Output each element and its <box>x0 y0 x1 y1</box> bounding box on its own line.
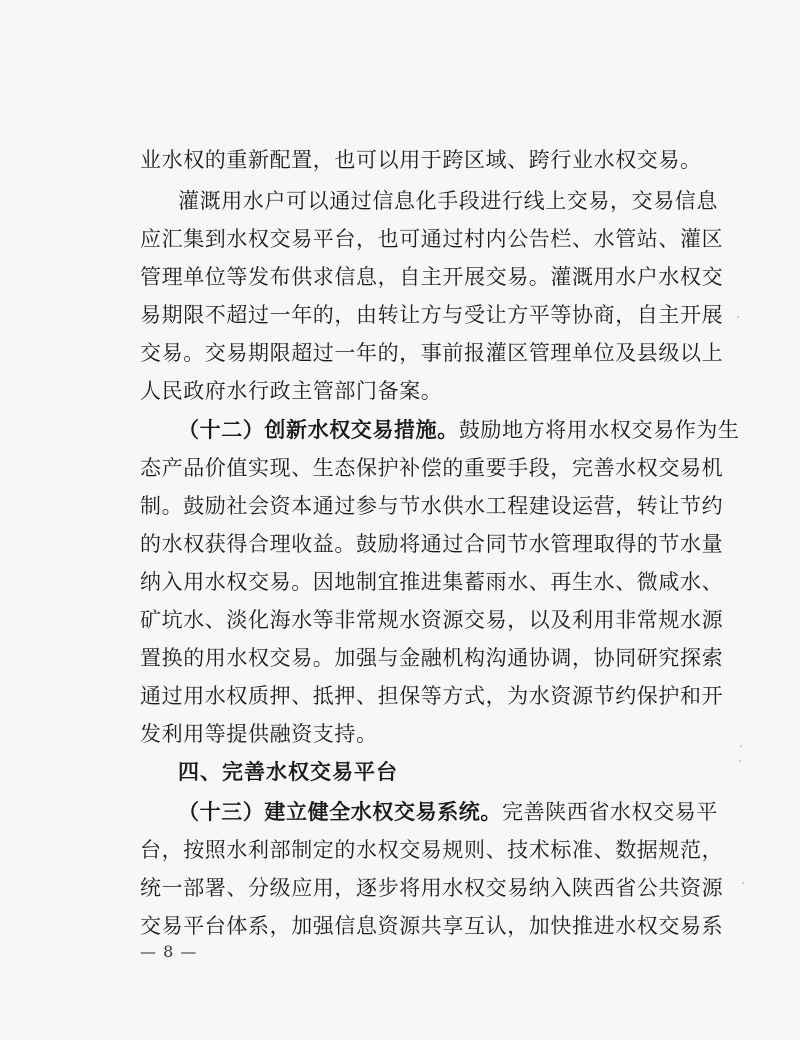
paragraph-line: 态产品价值实现、生态保护补偿的重要手段，完善水权交易机 <box>140 456 724 480</box>
paragraph-line: 管理单位等发布供求信息，自主开展交易。灌溉用水户水权交 <box>140 265 724 289</box>
paragraph-line: 交易。交易期限超过一年的，事前报灌区管理单位及县级以上 <box>140 341 724 365</box>
section-heading: 四、完善水权交易平台 <box>178 760 398 784</box>
scan-speck <box>739 760 741 762</box>
paragraph-line: 交易平台体系，加强信息资源共享互认，加快推进水权交易系 <box>140 914 724 938</box>
paragraph-line: 制。鼓励社会资本通过参与节水供水工程建设运营，转让节约 <box>140 494 724 518</box>
paragraph-line: 统一部署、分级应用，逐步将用水权交易纳入陕西省公共资源 <box>140 876 724 900</box>
paragraph-line <box>178 415 740 445</box>
paragraph-line: 人民政府水行政主管部门备案。 <box>140 379 443 403</box>
paragraph-line: 通过用水权质押、抵押、担保等方式，为水资源节约保护和开 <box>140 684 724 708</box>
paragraph-line: 灌溉用水户可以通过信息化手段进行线上交易，交易信息 <box>178 189 718 213</box>
paragraph-line: 置换的用水权交易。加强与金融机构沟通协调，协同研究探索 <box>140 646 724 670</box>
paragraph-line: 应汇集到水权交易平台，也可通过村内公告栏、水管站、灌区 <box>140 227 724 251</box>
paragraph-line: 的水权获得合理收益。鼓励将通过合同节水管理取得的节水量 <box>140 532 724 556</box>
scan-speck <box>742 882 744 884</box>
paragraph-line: 业水权的重新配置，也可以用于跨区域、跨行业水权交易。 <box>140 148 702 172</box>
clause-text: 完善陕西省水权交易平 <box>502 800 718 824</box>
paragraph-line <box>178 797 718 827</box>
paragraph-line: 台，按照水利部制定的水权交易规则、技术标准、数据规范， <box>140 838 724 862</box>
clause-title: （十三）建立健全水权交易系统。 <box>178 799 502 824</box>
paragraph-line: 矿坑水、淡化海水等非常规水资源交易，以及利用非常规水源 <box>140 608 724 632</box>
clause-text: 鼓励地方将用水权交易作为生 <box>458 418 740 442</box>
paragraph-line: 纳入用水权交易。因地制宜推进集蓄雨水、再生水、微咸水、 <box>140 570 724 594</box>
paragraph-line: 发利用等提供融资支持。 <box>140 722 378 746</box>
scan-speck <box>737 316 739 318</box>
paragraph-line: 易期限不超过一年的，由转让方与受让方平等协商，自主开展 <box>140 303 724 327</box>
scan-speck <box>740 745 742 747</box>
clause-title: （十二）创新水权交易措施。 <box>178 417 459 442</box>
page-number: — 8 — <box>140 942 198 961</box>
